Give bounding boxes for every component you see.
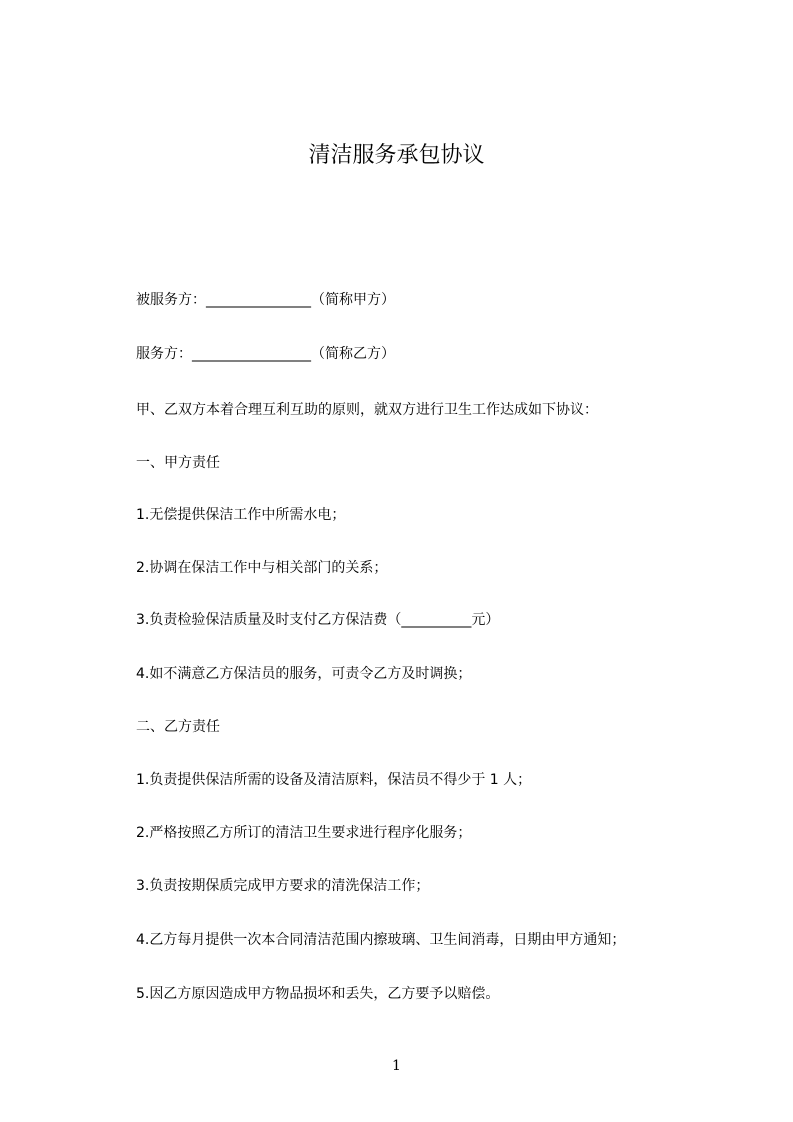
party-b-item-5: 5.因乙方原因造成甲方物品损坏和丢失，乙方要予以赔偿。 [136,986,500,1002]
page-number: 1 [392,1058,401,1074]
section-heading-party-b: 二、乙方责任 [136,719,220,735]
party-b-item-1: 1.负责提供保洁所需的设备及清洁原料，保洁员不得少于 1 人； [136,772,532,788]
agreement-intro: 甲、乙双方本着合理互利互助的原则，就双方进行卫生工作达成如下协议： [136,402,598,418]
document-title: 清洁服务承包协议 [308,143,485,168]
section-heading-party-a: 一、甲方责任 [136,455,220,471]
party-a-item-4: 4.如不满意乙方保洁员的服务，可责令乙方及时调换； [136,666,472,682]
party-a-item-2: 2.协调在保洁工作中与相关部门的关系； [136,560,388,576]
party-b-line: 服务方：_________________（简称乙方） [136,346,395,362]
party-b-item-2: 2.严格按照乙方所订的清洁卫生要求进行程序化服务； [136,825,472,841]
party-a-item-3: 3.负责检验保洁质量及时支付乙方保洁费（__________元） [136,612,500,628]
party-b-item-3: 3.负责按期保质完成甲方要求的清洗保洁工作； [136,878,430,894]
party-b-item-4: 4.乙方每月提供一次本合同清洁范围内擦玻璃、卫生间消毒，日期由甲方通知； [136,932,626,948]
party-a-item-1: 1.无偿提供保洁工作中所需水电； [136,507,346,523]
party-a-line: 被服务方：_______________（简称甲方） [136,292,395,308]
